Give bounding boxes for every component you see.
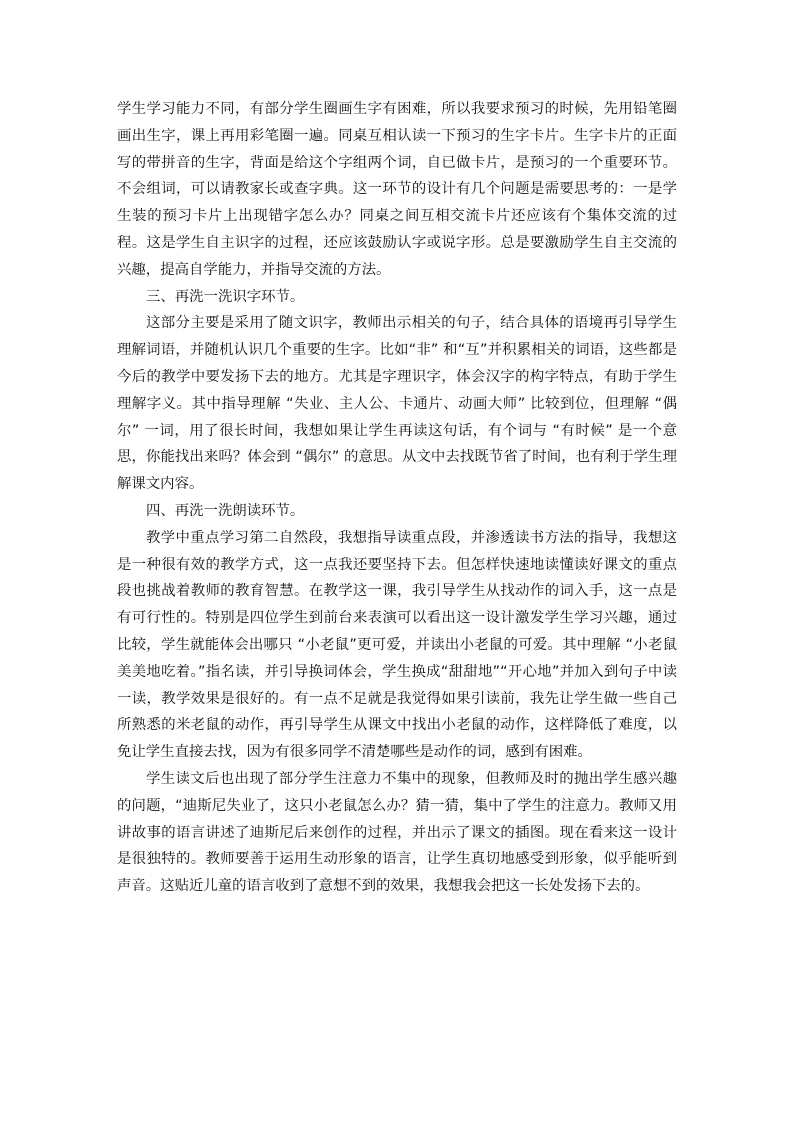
paragraph-literacy: 这部分主要是采用了随文识字，教师出示相关的句子，结合具体的语境再引导学生理解词语，并随机认识几个重要的生字。比如“非” 和“互”并积累相关的词语，这些都是今后的教学中要发扬下去的地方。尤其是字理识字，体会汉字的构字特点，有助于学生理解字义。其中指导理解 “失业、主人公、卡通片、动画大师” 比较到位，但理解 “偶尔” 一词，用了很长时间，我想如果让学生再读这句话，有个词与 “有时候” 是一个意思，你能找出来吗？体会到 “偶尔” 的意思。从文中去找既节省了时间，也有利于学生理解课文内容。 bbox=[117, 315, 677, 493]
section-heading-literacy: 三、再洗一洗识字环节。 bbox=[146, 288, 305, 305]
document-body bbox=[117, 96, 677, 900]
section-heading-reading: 四、再洗一洗朗读环节。 bbox=[146, 502, 305, 519]
paragraph-preview-continuation: 学生学习能力不同，有部分学生圈画生字有困难，所以我要求预习的时候，先用铅笔圈画出生字，课上再用彩笔圈一遍。同桌互相认读一下预习的生字卡片。生字卡片的正面写的带拼音的生字，背面是给这个字组两个词，自已做卡片，是预习的一个重要环节。不会组词，可以请教家长或查字典。这一环节的设计有几个问题是需要思考的：一是学生装的预习卡片上出现错字怎么办？同桌之间互相交流卡片还应该有个集体交流的过程。这是学生自主识字的过程，还应该鼓励认字或说字形。总是要激励学生自主交流的兴趣，提高自学能力，并指导交流的方法。 bbox=[117, 101, 677, 278]
paragraph-reading: 教学中重点学习第二自然段，我想指导读重点段，并渗透读书方法的指导，我想这是一种很有效的教学方式，这一点我还要坚持下去。但怎样快速地读懂读好课文的重点段也挑战着教师的教育智慧。在教学这一课，我引导学生从找动作的词入手，这一点是有可行性的。特别是四位学生到前台来表演可以看出这一设计激发学生学习兴趣，通过比较，学生就能体会出哪只 “小老鼠”更可爱，并读出小老鼠的可爱。其中理解 “小老鼠美美地吃着。”指名读，并引导换词体会，学生换成“甜甜地”“开心地”并加入到句子中读一读，教学效果是很好的。有一点不足就是我觉得如果引读前，我先让学生做一些自己所熟悉的米老鼠的动作，再引导学生从课文中找出小老鼠的动作，这样降低了难度，以免让学生直接去找，因为有很多同学不清楚哪些是动作的词，感到有困难。 bbox=[117, 529, 677, 761]
paragraph-attention: 学生读文后也出现了部分学生注意力不集中的现象，但教师及时的抛出学生感兴趣的问题，“迪斯尼失业了，这只小老鼠怎么办？猜一猜，集中了学生的注意力。教师又用讲故事的语言讲述了迪斯尼后来创作的过程，并出示了课文的插图。现在看来这一设计是很独特的。教师要善于运用生动形象的语言，让学生真切地感受到形象，似乎能听到声音。这贴近儿童的语言收到了意想不到的效果，我想我会把这一长处发扬下去的。 bbox=[117, 770, 677, 895]
